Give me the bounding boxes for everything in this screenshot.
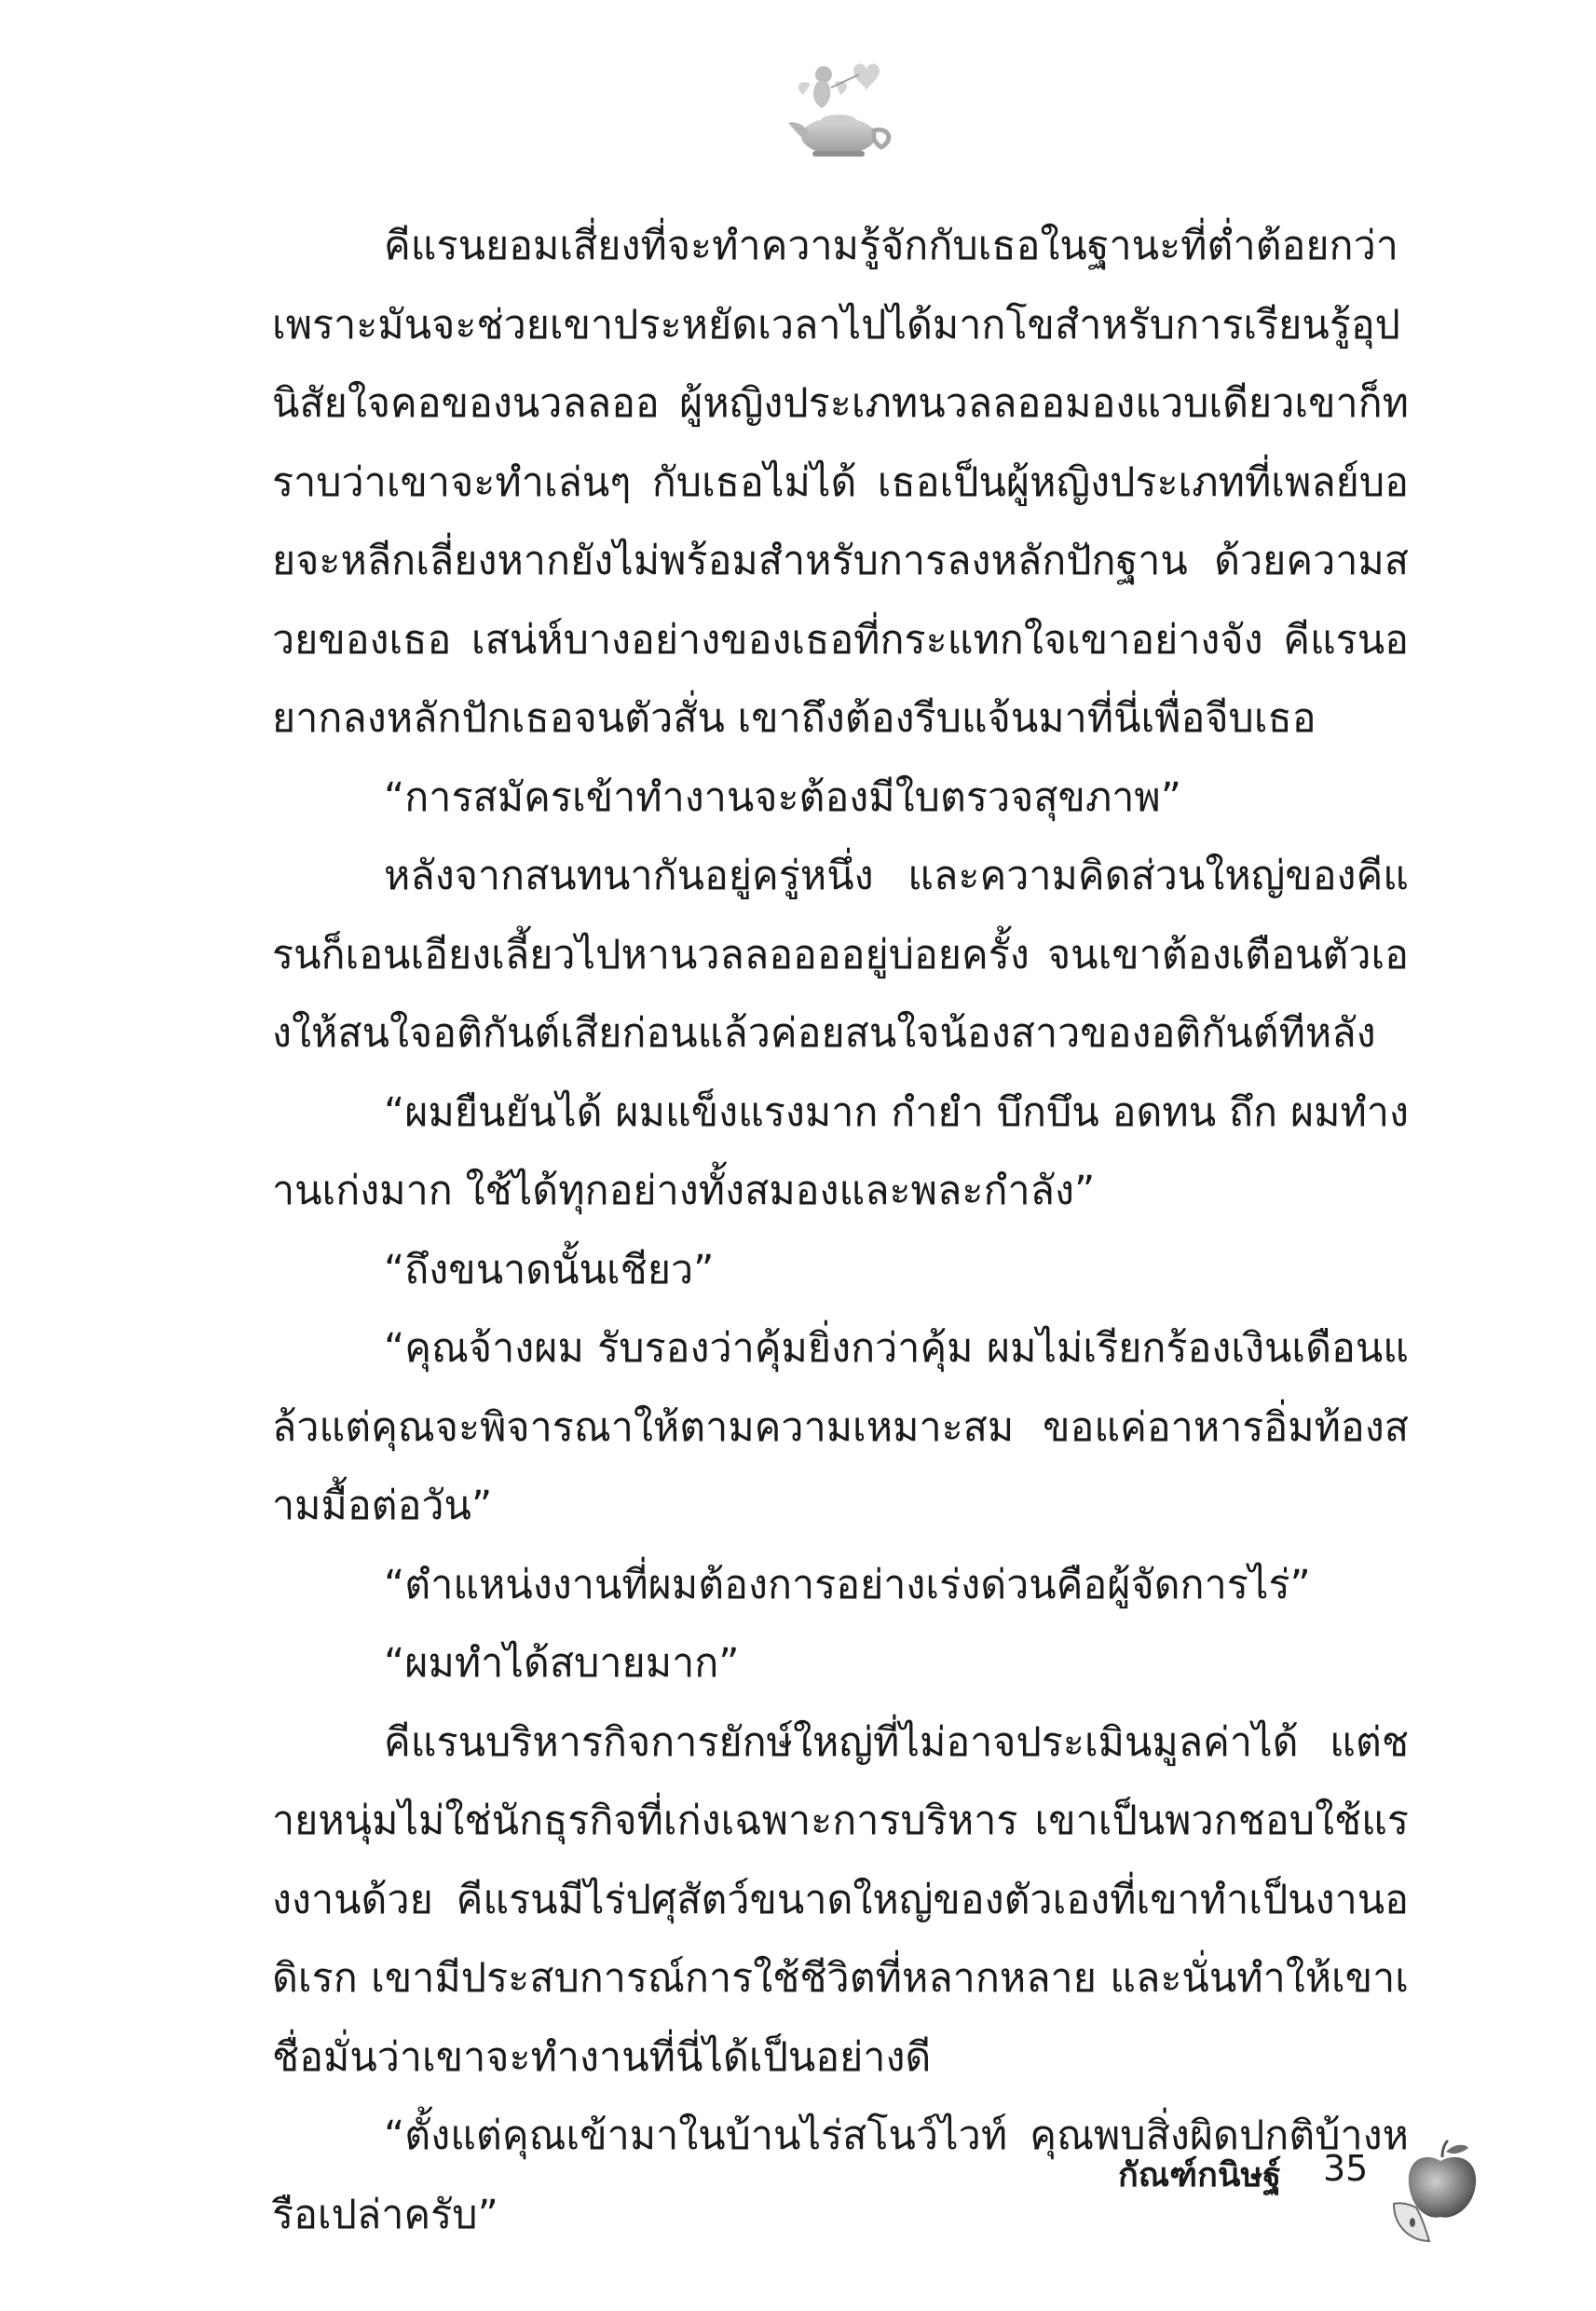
paragraph: “ตั้งแต่คุณเข้ามาในบ้านไร่สโนว์ไวท์ คุณพบสิ่งผิดปกติบ้างหรือเปล่าครับ”	[272, 2113, 1409, 2238]
paragraph: “คุณจ้างผม รับรองว่าคุ้มยิ่งกว่าคุ้ม ผมไม่เรียกร้องเงินเดือนแล้วแต่คุณจะพิจารณาให้ตามความเหมาะสม ขอแค่อาหารอิ่มท้องสามมื้อต่อวัน”	[272, 1325, 1409, 1529]
body-text	[272, 207, 1409, 2254]
paragraph: “ผมทำได้สบายมาก”	[384, 1640, 740, 1687]
paragraph: “ถึงขนาดนั้นเชียว”	[384, 1246, 715, 1293]
paragraph: “การสมัครเข้าทำงานจะต้องมีใบตรวจสุขภาพ”	[384, 773, 1182, 821]
paragraph: “ตำแหน่งงานที่ผมต้องการอย่างเร่งด่วนคือผู้จัดการไร่”	[384, 1561, 1311, 1608]
paragraph: คีแรนยอมเสี่ยงที่จะทำความรู้จักกับเธอในฐานะที่ต่ำต้อยกว่า เพราะมันจะช่วยเขาประหยัดเวลาไปได้มากโขสำหรับการเรียนรู้อุปนิสัยใจคอของนวลลออ ผู้หญิงประเภทนวลลออมองแวบเดียวเขาก็ทราบว่าเขาจะทำเล่นๆ กับเธอไม่ได้ เธอเป็นผู้หญิงประเภทที่เพลย์บอยจะหลีกเลี่ยงหากยังไม่พร้อมสำหรับการลงหลักปักฐาน ด้วยความสวยของเธอ เสน่ห์บางอย่างของเธอที่กระแทกใจเขาอย่างจัง คีแรนอยากลงหลักปักเธอจนตัวสั่น เขาถึงต้องรีบแจ้นมาที่นี่เพื่อจีบเธอ	[272, 223, 1409, 742]
page-number: 35	[1323, 2148, 1369, 2189]
apple-icon	[1388, 2139, 1486, 2246]
teapot-with-cupid-icon	[766, 54, 906, 166]
page-footer	[1099, 2139, 1491, 2250]
author-name: กัณฑ์กนิษฐ์	[1118, 2155, 1282, 2195]
paragraph: คีแรนบริหารกิจการยักษ์ใหญ่ที่ไม่อาจประเมินมูลค่าได้ แต่ชายหนุ่มไม่ใช่นักธุรกิจที่เก่งเฉพาะการบริหาร เขาเป็นพวกชอบใช้แรงงานด้วย คีแรนมีไร่ปศุสัตว์ขนาดใหญ่ของตัวเองที่เขาทำเป็นงานอดิเรก เขามีประสบการณ์การใช้ชีวิตที่หลากหลาย และนั่นทำให้เขาเชื่อมั่นว่าเขาจะทำงานที่นี่ได้เป็นอย่างดี	[272, 1718, 1409, 2081]
paragraph: หลังจากสนทนากันอยู่ครู่หนึ่ง และความคิดส่วนใหญ่ของคีแรนก็เอนเอียงเลี้ยวไปหานวลลออออยู่บ่อยครั้ง จนเขาต้องเตือนตัวเองให้สนใจอติกันต์เสียก่อนแล้วค่อยสนใจน้องสาวของอติกันต์ทีหลัง	[272, 853, 1409, 1057]
paragraph: “ผมยืนยันได้ ผมแข็งแรงมาก กำยำ บึกบึน อดทน ถึก ผมทำงานเก่งมาก ใช้ได้ทุกอย่างทั้งสมองและพละกำลัง”	[272, 1088, 1409, 1214]
